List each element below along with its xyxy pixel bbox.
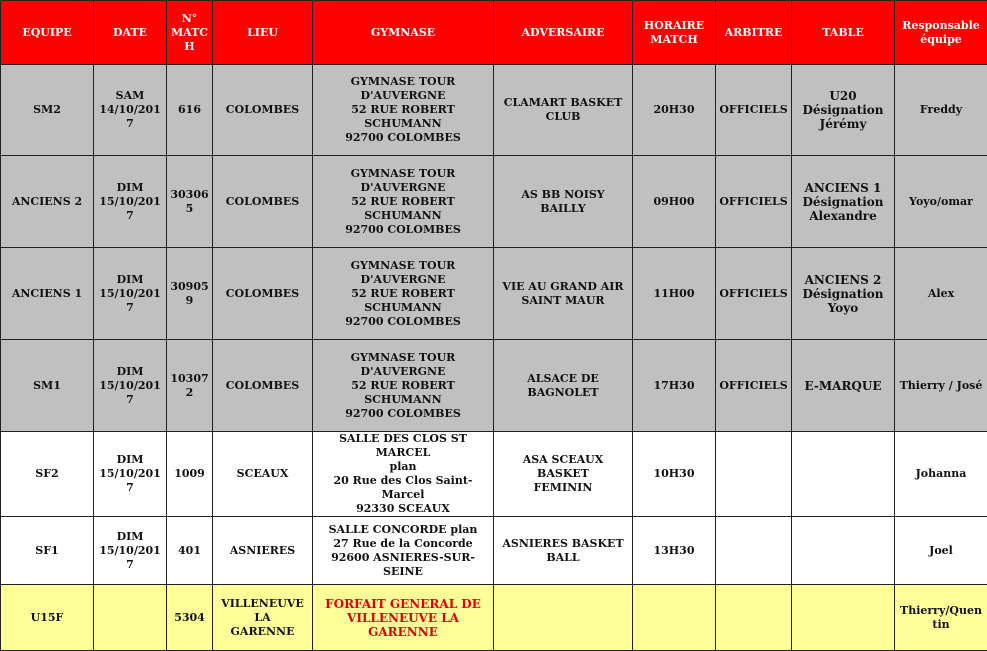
cell-gymnase: SALLE CONCORDE plan 27 Rue de la Concorde 92600 ASNIERES-SUR-SEINE [313,517,494,585]
cell-table [792,432,895,517]
cell-equipe: ANCIENS 2 [1,156,94,248]
cell-responsable: Alex [895,248,987,340]
cell-date: DIM 15/10/2017 [94,156,167,248]
cell-match: 401 [167,517,213,585]
table-row [1,340,987,432]
cell-match: 1009 [167,432,213,517]
cell-responsable: Freddy [895,65,987,156]
cell-equipe: SF2 [1,432,94,517]
cell-table: E-MARQUE [792,340,895,432]
cell-gymnase: SALLE DES CLOS ST MARCEL plan 20 Rue des Clos Saint-Marcel 92330 SCEAUX [313,432,494,517]
cell-match: 309059 [167,248,213,340]
cell-arbitre [716,585,792,651]
cell-equipe: SF1 [1,517,94,585]
table-row [1,156,987,248]
cell-match: 103072 [167,340,213,432]
header-table: TABLE [792,1,895,65]
table-row [1,65,987,156]
header-match-number: N° MATCH [167,1,213,65]
cell-horaire: 20H30 [633,65,716,156]
cell-lieu: ASNIERES [213,517,313,585]
cell-table: U20 Désignation Jérémy [792,65,895,156]
header-arbitre: ARBITRE [716,1,792,65]
cell-equipe: U15F [1,585,94,651]
cell-responsable: Yoyo/omar [895,156,987,248]
header-lieu: LIEU [213,1,313,65]
cell-date: SAM 14/10/2017 [94,65,167,156]
cell-date [94,585,167,651]
cell-adversaire: VIE AU GRAND AIR SAINT MAUR [494,248,633,340]
header-adversaire: ADVERSAIRE [494,1,633,65]
cell-match: 303065 [167,156,213,248]
cell-lieu: SCEAUX [213,432,313,517]
header-gymnase: GYMNASE [313,1,494,65]
cell-equipe: ANCIENS 1 [1,248,94,340]
cell-gymnase: GYMNASE TOUR D'AUVERGNE 52 RUE ROBERT SCHUMANN 92700 COLOMBES [313,65,494,156]
header-equipe: EQUIPE [1,1,94,65]
cell-arbitre [716,432,792,517]
cell-horaire: 13H30 [633,517,716,585]
cell-lieu: COLOMBES [213,248,313,340]
cell-horaire: 10H30 [633,432,716,517]
cell-date: DIM 15/10/2017 [94,432,167,517]
cell-horaire: 17H30 [633,340,716,432]
cell-arbitre: OFFICIELS [716,248,792,340]
cell-responsable: Thierry/Quentin [895,585,987,651]
cell-horaire: 11H00 [633,248,716,340]
table-row [1,432,987,517]
cell-lieu: COLOMBES [213,340,313,432]
cell-lieu: COLOMBES [213,156,313,248]
cell-responsable: Thierry / José [895,340,987,432]
cell-lieu: VILLENEUVE LA GARENNE [213,585,313,651]
cell-arbitre: OFFICIELS [716,340,792,432]
cell-responsable: Joel [895,517,987,585]
cell-table [792,517,895,585]
cell-table [792,585,895,651]
cell-horaire [633,585,716,651]
cell-lieu: COLOMBES [213,65,313,156]
cell-equipe: SM1 [1,340,94,432]
header-horaire: HORAIRE MATCH [633,1,716,65]
table-row [1,585,987,651]
cell-adversaire: ASA SCEAUX BASKET FEMININ [494,432,633,517]
cell-match: 5304 [167,585,213,651]
cell-table: ANCIENS 2 Désignation Yoyo [792,248,895,340]
cell-date: DIM 15/10/2017 [94,517,167,585]
cell-match: 616 [167,65,213,156]
cell-gymnase: GYMNASE TOUR D'AUVERGNE 52 RUE ROBERT SCHUMANN 92700 COLOMBES [313,248,494,340]
cell-responsable: Johanna [895,432,987,517]
table-row [1,517,987,585]
cell-table: ANCIENS 1 Désignation Alexandre [792,156,895,248]
cell-arbitre: OFFICIELS [716,65,792,156]
cell-arbitre [716,517,792,585]
table-row [1,248,987,340]
cell-gymnase: GYMNASE TOUR D'AUVERGNE 52 RUE ROBERT SCHUMANN 92700 COLOMBES [313,340,494,432]
cell-gymnase-forfait: FORFAIT GENERAL DE VILLENEUVE LA GARENNE [313,585,494,651]
cell-horaire: 09H00 [633,156,716,248]
cell-adversaire: ALSACE DE BAGNOLET [494,340,633,432]
cell-adversaire [494,585,633,651]
cell-adversaire: AS BB NOISY BAILLY [494,156,633,248]
cell-date: DIM 15/10/2017 [94,248,167,340]
cell-adversaire: ASNIERES BASKET BALL [494,517,633,585]
header-responsable: Responsable équipe [895,1,987,65]
cell-arbitre: OFFICIELS [716,156,792,248]
header-date: DATE [94,1,167,65]
cell-gymnase: GYMNASE TOUR D'AUVERGNE 52 RUE ROBERT SCHUMANN 92700 COLOMBES [313,156,494,248]
cell-adversaire: CLAMART BASKET CLUB [494,65,633,156]
cell-date: DIM 15/10/2017 [94,340,167,432]
header-row [1,1,987,65]
cell-equipe: SM2 [1,65,94,156]
